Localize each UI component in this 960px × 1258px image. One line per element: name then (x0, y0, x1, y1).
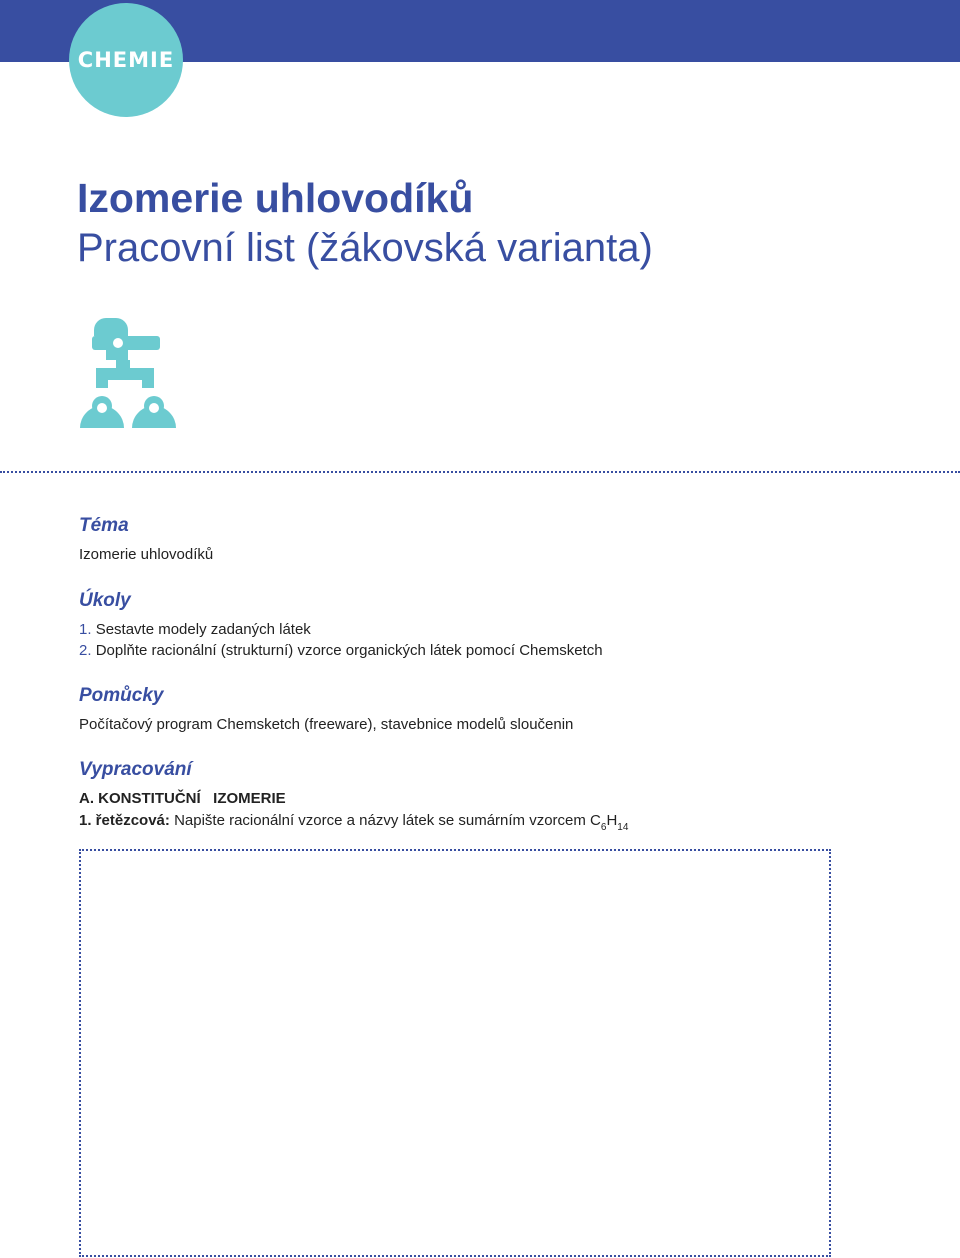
page-title: Izomerie uhlovodíků (77, 175, 474, 221)
task-text: Sestavte modely zadaných látek (95, 621, 311, 638)
task-number: 1. (79, 621, 92, 638)
task-item (79, 642, 603, 659)
subject-badge (69, 3, 183, 117)
task-instruction-text: Napište racionální vzorce a názvy látek se sumárním vzorcem C (174, 812, 601, 829)
pomucky-heading: Pomůcky (79, 685, 164, 706)
task-number: 2. (79, 642, 92, 659)
pomucky-text: Počítačový program Chemsketch (freeware), stavebnice modelů sloučenin (79, 716, 574, 733)
vypracovani-heading: Vypracování (79, 759, 192, 780)
formula-subscript: 14 (617, 822, 629, 833)
tema-text: Izomerie uhlovodíků (79, 546, 214, 563)
task-item (79, 621, 311, 638)
formula-subscript: 6 (600, 822, 607, 833)
section-divider (0, 471, 960, 473)
answer-box[interactable] (79, 849, 831, 1257)
task-label: 1. řetězcová: (79, 812, 170, 829)
ukoly-heading: Úkoly (79, 590, 131, 611)
subject-badge-label: CHEMIE (77, 48, 175, 72)
isomer-tree-icon (78, 316, 178, 430)
task-instruction (79, 812, 628, 833)
tema-heading: Téma (79, 515, 129, 536)
section-a-heading: A. KONSTITUČNÍ IZOMERIE (79, 790, 286, 807)
formula-element: H (606, 812, 618, 829)
page-subtitle: Pracovní list (žákovská varianta) (77, 226, 653, 270)
task-text: Doplňte racionální (strukturní) vzorce organických látek pomocí Chemsketch (95, 642, 603, 659)
